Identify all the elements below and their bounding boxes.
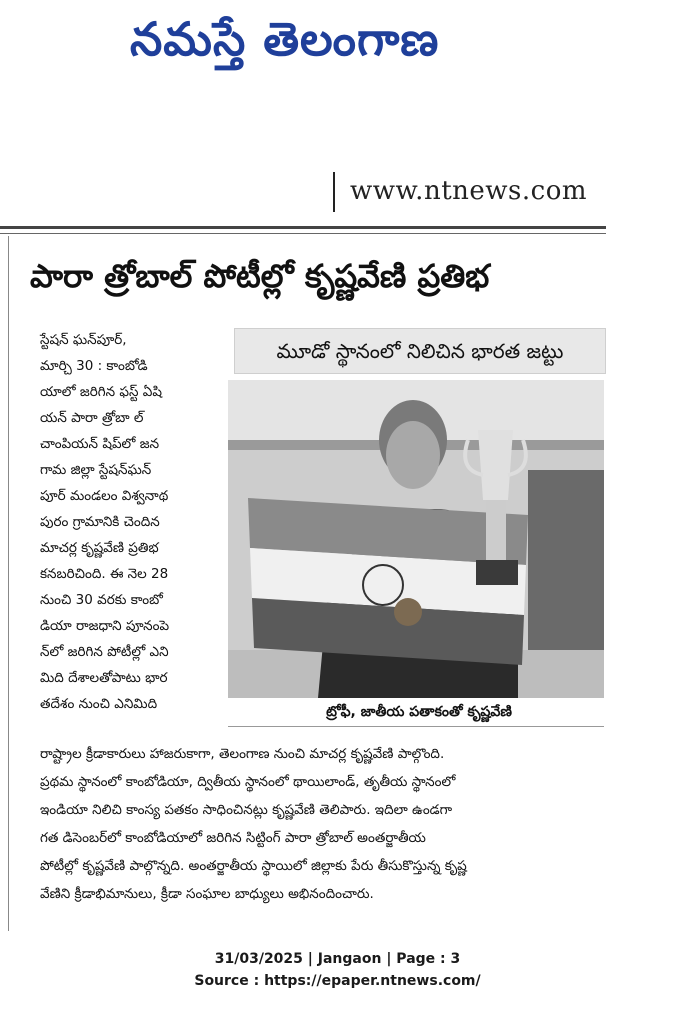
column-line: న్‌లో జరిగిన పోటీల్లో ఎని xyxy=(40,644,169,660)
column-line: స్టేషన్ ఘన్‌పూర్, xyxy=(40,332,127,348)
page-left-edge xyxy=(8,236,9,931)
masthead-rule-thin xyxy=(0,233,606,234)
column-line: పురం గ్రామానికి చెందిన xyxy=(40,514,160,530)
column-line: తదేశం నుంచి ఎనిమిది xyxy=(40,696,158,712)
page-footer xyxy=(0,948,675,992)
column-line: గామ జిల్లా స్టేషన్‌ఘన్ xyxy=(40,462,152,478)
column-line: పూర్ మండలం విశ్వనాథ xyxy=(40,488,169,504)
photo-caption: ట్రోఫీ, జాతీయ పతాకంతో కృష్ణవేణి xyxy=(326,704,512,720)
body-line: వేణిని క్రీడాభిమానులు, క్రీడా సంఘాల బాధ్యులు అభినందించారు. xyxy=(40,886,374,902)
column-line: మార్చి 30 : కాంబోడి xyxy=(40,358,148,374)
body-line: గత డిసెంబర్‌లో కాంబోడియాలో జరిగిన సిట్టింగ్ పారా త్రోబాల్ అంతర్జాతీయ xyxy=(40,830,426,846)
footer-source-line: Source : https://epaper.ntnews.com/ xyxy=(194,973,481,989)
column-line: యాలో జరిగిన ఫస్ట్ ఏషి xyxy=(40,384,162,400)
caption-rule xyxy=(228,726,604,727)
body-line: రాష్ట్రాల క్రీడాకారులు హాజరుకాగా, తెలంగాణ నుంచి మాచర్ల కృష్ణవేణి పాల్గొంది. xyxy=(40,746,445,762)
column-line: యన్ పారా త్రోబా ల్ xyxy=(40,410,144,426)
photo-illustration xyxy=(228,380,604,698)
body-line: ప్రథమ స్థానంలో కాంబోడియా, ద్వితీయ స్థానంలో థాయిలాండ్, తృతీయ స్థానంలో xyxy=(40,774,456,790)
masthead-title: నమస్తే తెలంగాణ xyxy=(130,12,440,66)
footer-date-line: 31/03/2025 | Jangaon | Page : 3 xyxy=(214,951,461,967)
article-subhead: మూడో స్థానంలో నిలిచిన భారత జట్టు xyxy=(234,328,606,374)
masthead-divider xyxy=(333,172,335,212)
column-line: చాంపియన్ షిప్‌లో జన xyxy=(40,436,160,452)
column-line: మిది దేశాలతోపాటు భార xyxy=(40,670,168,686)
column-line: కనబరిచింది. ఈ నెల 28 xyxy=(40,566,169,582)
body-line: పోటీల్లో కృష్ణవేణి పాల్గొన్నది. అంతర్జాతీయ స్థాయిలో జిల్లాకు పేరు తీసుకొస్తున్న కృష్ణ xyxy=(40,858,467,874)
column-line: నుంచి 30 వరకు కాంబో xyxy=(40,592,163,608)
column-line: డియా రాజధాని పూనంపె xyxy=(40,618,170,634)
masthead-rule xyxy=(0,226,606,229)
article-headline: పారా త్రోబాల్ పోటీల్లో కృష్ణవేణి ప్రతిభ xyxy=(30,257,490,295)
masthead-url: www.ntnews.com xyxy=(350,176,588,206)
column-line: మాచర్ల కృష్ణవేణి ప్రతిభ xyxy=(40,540,159,556)
body-line: ఇండియా నిలిచి కాంస్య పతకం సాధించినట్లు కృష్ణవేణి తెలిపారు. ఇదిలా ఉండగా xyxy=(40,802,453,818)
article-photo xyxy=(228,380,604,698)
